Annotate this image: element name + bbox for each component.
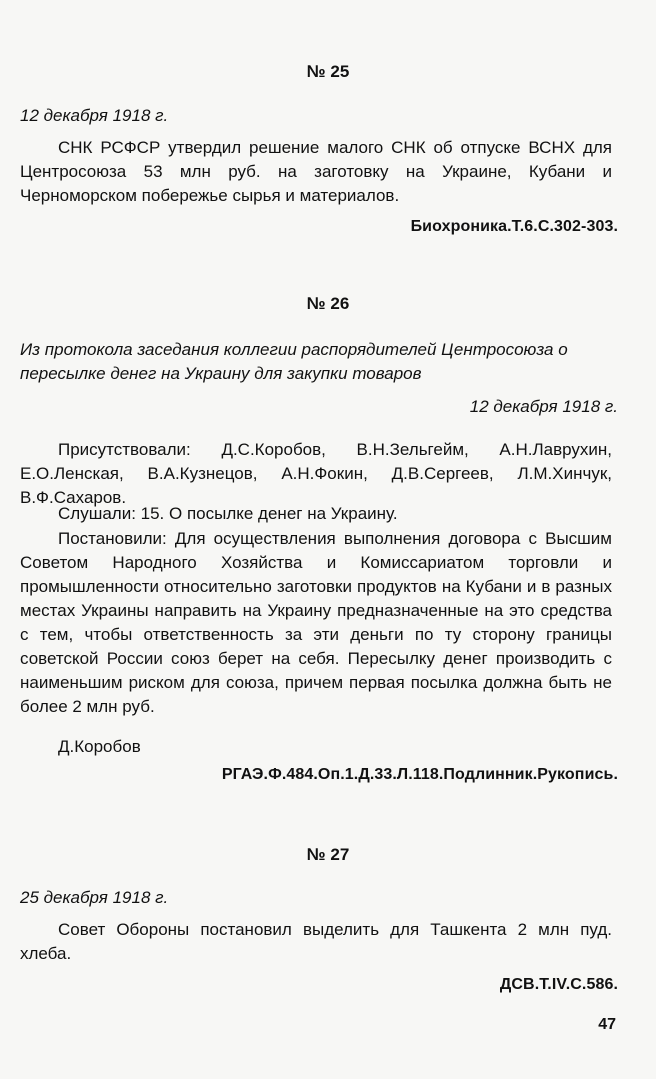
doc25-text: СНК РСФСР утвердил решение малого СНК об отпуске ВСНХ для Центросоюза 53 млн руб. на заготовку на Украине, Кубани и Черноморском побережье сырья и материалов. [20,138,612,205]
doc25-number: № 25 [306,62,350,81]
doc26-heard: Слушали: 15. О посылке денег на Украину. [58,504,398,523]
page-number: 47 [598,1016,616,1033]
doc25-source: Биохроника.Т.6.С.302-303. [410,218,618,235]
doc26-present: Присутствовали: Д.С.Коробов, В.Н.Зельгейм, А.Н.Лаврухин, Е.О.Ленская, В.А.Кузнецов, А.Н.Фокин, Д.В.Сергеев, Л.М.Хинчук, В.Ф.Сахаров. [20,440,612,507]
doc26-number: № 26 [306,294,350,313]
doc25-date: 12 декабря 1918 г. [20,106,169,125]
doc27-text: Совет Обороны постановил выделить для Ташкента 2 млн пуд. хлеба. [20,920,612,963]
doc26-date: 12 декабря 1918 г. [469,397,618,416]
doc26-header: Из протокола заседания коллегии распорядителей Центросоюза о пересылке денег на Украину для закупки товаров [20,340,568,383]
doc26-source: РГАЭ.Ф.484.Оп.1.Д.33.Л.118.Подлинник.Рукопись. [221,766,618,783]
doc26-decided: Постановили: Для осуществления выполнения договора с Высшим Советом Народного Хозяйства и Комиссариатом торговли и промышленности относительно заготовки продуктов на Кубани и в разных местах Украины направить на Украину предназначенные на это средства с тем, чтобы ответственность за эти деньги по ту сторону границы советской России союз берет на себя. Пересылку денег производить с наименьшим риском для союза, причем первая посылка должна быть не более 2 млн руб. [20,529,612,716]
doc27-date: 25 декабря 1918 г. [20,888,169,907]
doc26-signature: Д.Коробов [58,737,141,756]
doc27-source: ДСВ.Т.IV.С.586. [499,976,618,993]
doc27-number: № 27 [306,845,350,864]
